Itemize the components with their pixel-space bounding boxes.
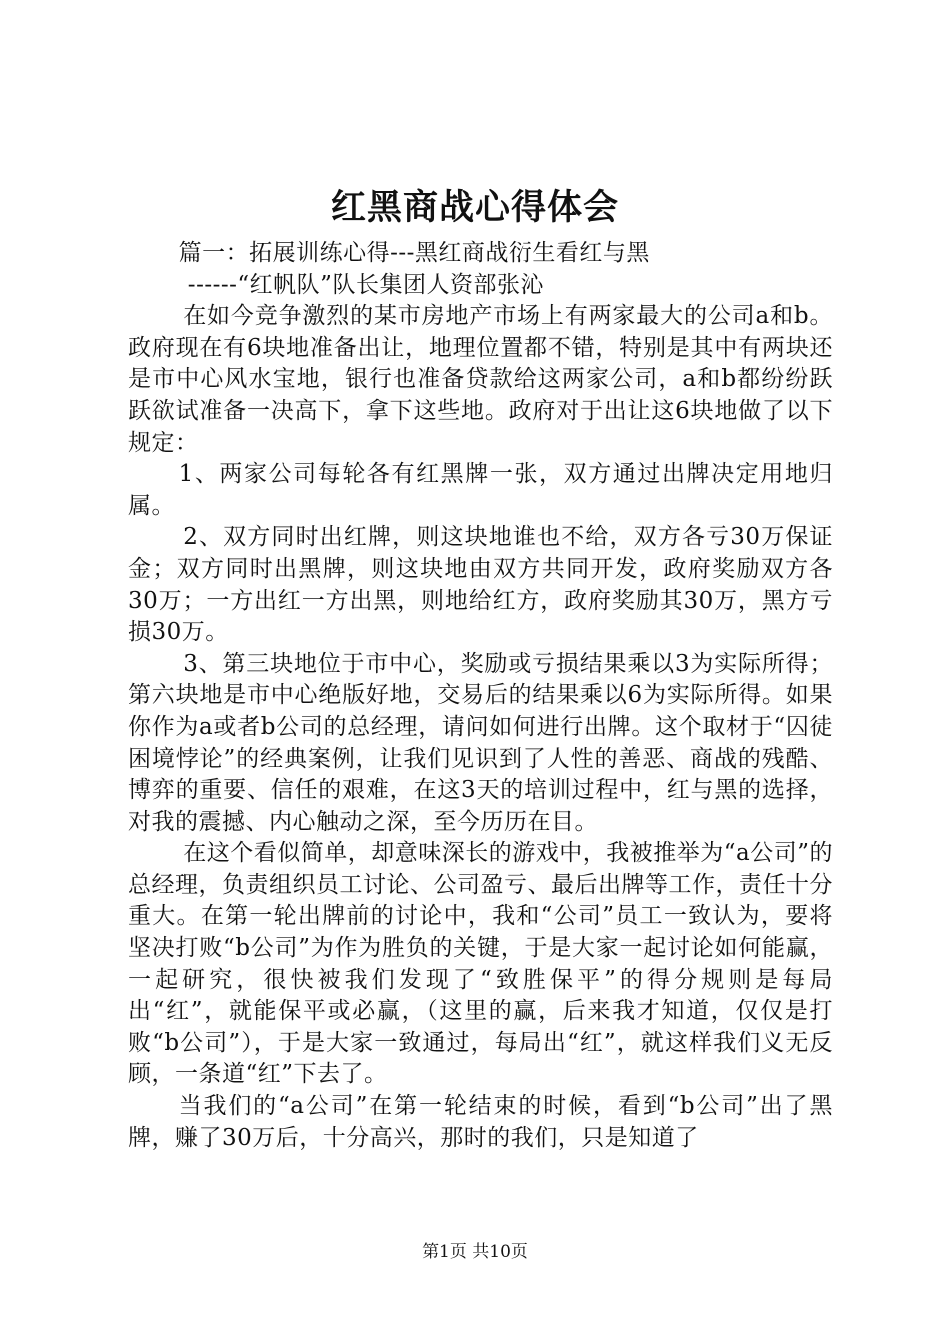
paragraph-rule-2: 2、双方同时出红牌，则这块地谁也不给，双方各亏30万保证金；双方同时出黑牌，则这块地由双方共同开发，政府奖励双方各30万；一方出红一方出黑，则地给红方，政府奖励其30万，黑方亏损30万。 <box>128 524 833 646</box>
paragraph-game: 在这个看似简单，却意味深长的游戏中，我被推举为“a公司”的总经理，负责组织员工讨论、公司盈亏、最后出牌等工作，责任十分重大。在第一轮出牌前的讨论中，我和“公司”员工一致认为，要将坚决打败“b公司”为作为胜负的关键，于是大家一起讨论如何能赢，一起研究，很快被我们发现了“致胜保平”的得分规则是每局出“红”，就能保平或必赢，（这里的赢，后来我才知道，仅仅是打败“b公司”），于是大家一致通过，每局出“红”，就这样我们义无反顾，一条道“红”下去了。 <box>128 840 833 1088</box>
paragraph-intro: 在如今竞争激烈的某市房地产市场上有两家最大的公司a和b。政府现在有6块地准备出让，地理位置都不错，特别是其中有两块还是市中心风水宝地，银行也准备贷款给这两家公司，a和b都纷纷跃跃欲试准备一决高下，拿下这些地。政府对于出让这6块地做了以下规定： <box>128 303 833 456</box>
subtitle-line: 篇一：拓展训练心得---黑红商战衍生看红与黑 <box>178 240 650 266</box>
author-line: ------“红帆队”队长集团人资部张沁 <box>187 271 544 298</box>
paragraph-rule-1: 1、两家公司每轮各有红黑牌一张，双方通过出牌决定用地归属。 <box>128 461 833 519</box>
page-footer: 第1页 共10页 <box>422 1242 528 1262</box>
document-body <box>128 238 833 1154</box>
document-title: 红黑商战心得体会 <box>330 187 619 228</box>
paragraph-rule-3: 3、第三块地位于市中心，奖励或亏损结果乘以3为实际所得；第六块地是市中心绝版好地，交易后的结果乘以6为实际所得。如果你作为a或者b公司的总经理，请问如何进行出牌。这个取材于“囚徒困境悖论”的经典案例，让我们见识到了人性的善恶、商战的残酷、博弈的重要、信任的艰难，在这3天的培训过程中，红与黑的选择，对我的震撼、内心触动之深，至今历历在目。 <box>128 650 833 835</box>
paragraph-first-round: 当我们的“a公司”在第一轮结束的时候，看到“b公司”出了黑牌，赚了30万后，十分高兴，那时的我们，只是知道了 <box>128 1093 833 1151</box>
